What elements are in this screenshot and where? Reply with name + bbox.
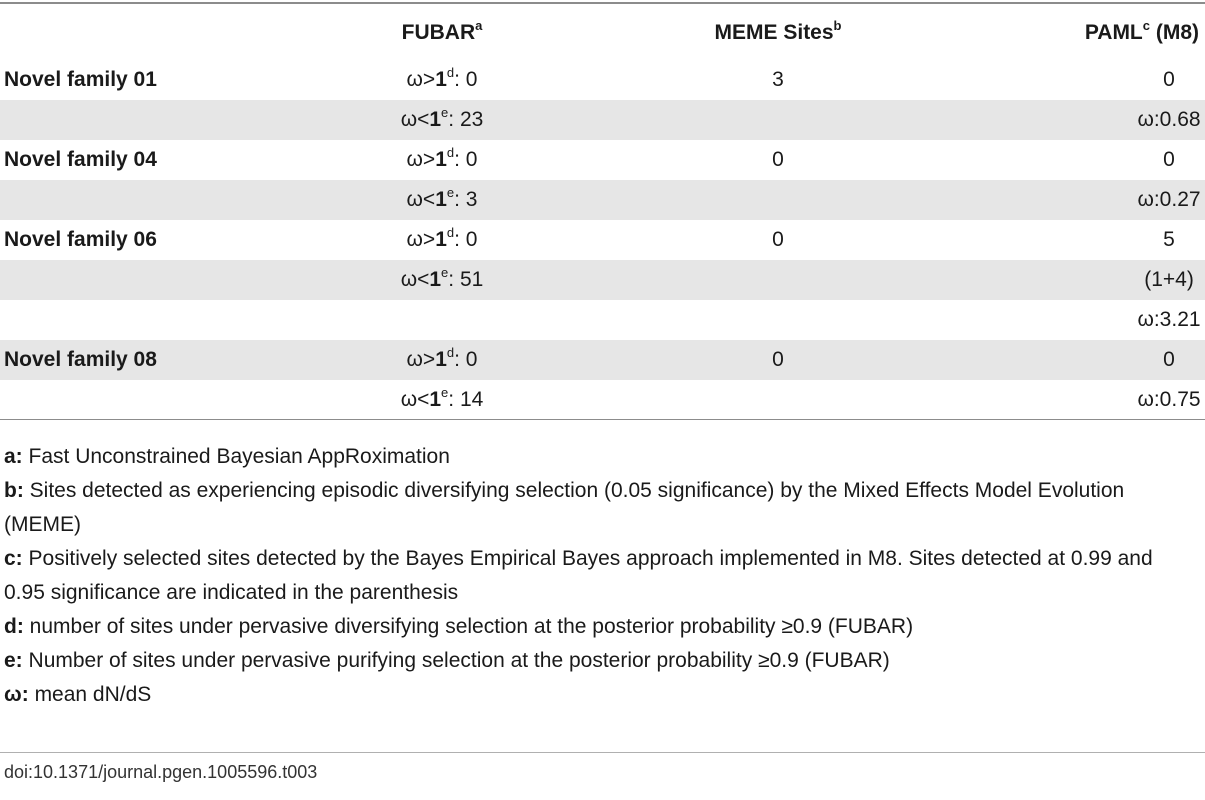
family-cell: Novel family 01 <box>4 68 157 91</box>
footnote-text: Number of sites under pervasive purifying selection at the posterior probability ≥0.9 (FUBAR) <box>22 649 890 672</box>
footer-rule <box>0 752 1205 753</box>
footnote-key: d: <box>4 615 24 638</box>
footnote-item <box>4 644 1199 678</box>
family-cell: Novel family 08 <box>4 348 157 371</box>
footnote-key: e: <box>4 649 23 672</box>
results-table <box>0 18 1205 420</box>
footnote-text: number of sites under pervasive diversifying selection at the posterior probability ≥0.9 (FUBAR) <box>23 615 914 638</box>
footnote-item <box>4 474 1199 542</box>
footnote-key: ω: <box>4 683 29 706</box>
footnote-key: c: <box>4 547 23 570</box>
doi-label: doi:10.1371/journal.pgen.1005596.t003 <box>4 762 318 782</box>
footnote-key: a: <box>4 445 23 468</box>
header-paml: PAML$^c$ (M8) <box>1084 18 1199 44</box>
table-row: $\omega<1^e$: 3 ω:0.27 <box>0 180 1205 220</box>
table-row: Novel family 01 $\omega>1^d$: 0 3 0 <box>0 60 1205 100</box>
footnote-text: Sites detected as experiencing episodic diversifying selection (0.05 significance) by the Mixed Effects Model Evolution (MEME) <box>4 479 1125 536</box>
table-row: $\omega<1^e$: 14 ω:0.75 <box>400 385 1201 411</box>
table-row: Novel family 06 $\omega>1^d$: 0 0 5 <box>0 220 1205 260</box>
footnote-item <box>4 542 1199 610</box>
table-row: $\omega<1^e$: 51 (1+4) <box>0 260 1205 300</box>
table-row: $\omega<1^e$: 23 ω:0.68 <box>0 100 1205 140</box>
table-row: Novel family 04 $\omega>1^d$: 0 0 0 <box>0 140 1205 180</box>
family-cell: Novel family 04 <box>4 148 157 171</box>
table-header: FUBAR$^a$ MEME Sites$^b$ PAML$^c$ (M8) <box>0 18 1205 60</box>
footnote-item <box>4 678 1199 712</box>
footnote-text: Positively selected sites detected by the Bayes Empirical Bayes approach implemented in M8. Sites detected at 0.99 and 0.95 significance are indicated in the parenthesis <box>4 547 1153 604</box>
footnote-text: mean dN/dS <box>28 683 152 706</box>
table-row: ω:3.21 <box>1137 308 1201 331</box>
table-row: Novel family 08 $\omega>1^d$: 0 0 0 <box>0 340 1205 380</box>
footnotes <box>4 440 1199 712</box>
footnote-key: b: <box>4 479 24 502</box>
bottom-rule <box>0 419 1205 420</box>
footnote-text: Fast Unconstrained Bayesian AppRoximation <box>22 445 450 468</box>
table-body <box>0 60 1205 420</box>
footnote-item <box>4 610 1199 644</box>
family-cell: Novel family 06 <box>4 228 157 251</box>
footnote-item <box>4 440 1199 474</box>
top-rule <box>0 2 1205 4</box>
